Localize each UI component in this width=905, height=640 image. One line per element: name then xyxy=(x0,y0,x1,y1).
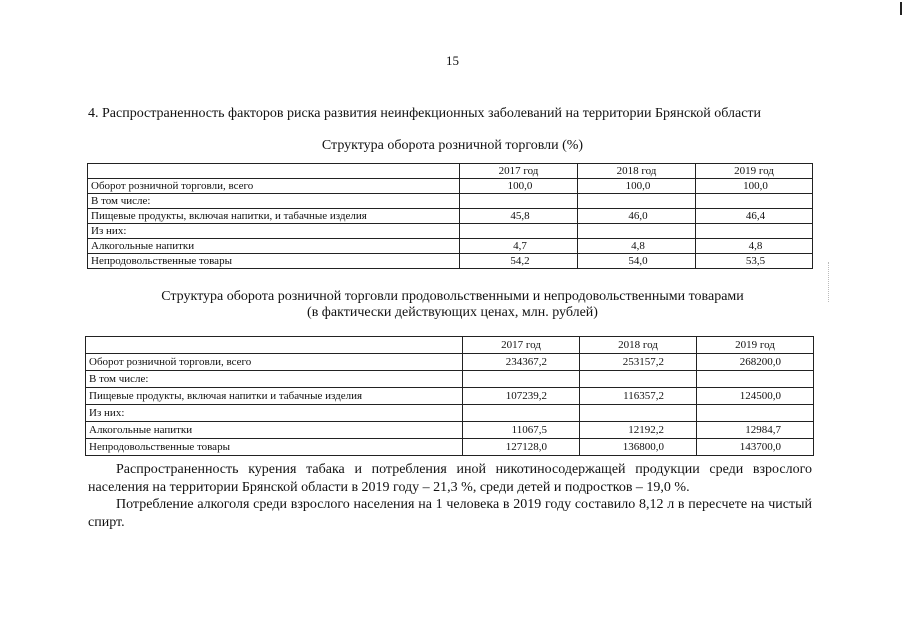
table-cell: Пищевые продукты, включая напитки и табачные изделия xyxy=(86,388,463,405)
table-cell xyxy=(463,371,580,388)
retail-structure-percent-table xyxy=(87,163,813,269)
table-row xyxy=(86,422,814,439)
table-cell: 253157,2 xyxy=(580,354,697,371)
table-cell: 107239,2 xyxy=(463,388,580,405)
table-cell: 234367,2 xyxy=(463,354,580,371)
table-cell: 12192,2 xyxy=(580,422,697,439)
table-header-cell xyxy=(88,164,460,179)
table-cell: 4,8 xyxy=(578,239,696,254)
table-cell: 268200,0 xyxy=(697,354,814,371)
table-header-cell: 2018 год xyxy=(580,337,697,354)
table-cell: В том числе: xyxy=(86,371,463,388)
table-cell xyxy=(696,194,813,209)
table-cell: Из них: xyxy=(88,224,460,239)
table-cell: Из них: xyxy=(86,405,463,422)
table-header-cell: 2017 год xyxy=(463,337,580,354)
table-cell xyxy=(578,224,696,239)
scan-edge-mark xyxy=(900,2,902,15)
table-cell xyxy=(580,371,697,388)
table-cell xyxy=(697,371,814,388)
section-heading: 4. Распространенность факторов риска развития неинфекционных заболеваний на территории Брянской области xyxy=(88,106,762,121)
table2-title xyxy=(0,289,905,321)
table-row xyxy=(86,439,814,456)
table-cell xyxy=(463,405,580,422)
table-row xyxy=(86,371,814,388)
table2-title-line1: Структура оборота розничной торговли продовольственными и непродовольственными товарами xyxy=(161,289,744,304)
table-row xyxy=(88,179,813,194)
table-cell: Алкогольные напитки xyxy=(86,422,463,439)
retail-structure-rubles-table xyxy=(85,336,814,456)
table-cell xyxy=(460,194,578,209)
table-cell: Непродовольственные товары xyxy=(86,439,463,456)
table-cell: Оборот розничной торговли, всего xyxy=(88,179,460,194)
table-header-cell: 2019 год xyxy=(697,337,814,354)
table-cell: Пищевые продукты, включая напитки, и табачные изделия xyxy=(88,209,460,224)
table-cell: 54,2 xyxy=(460,254,578,269)
page-number: 15 xyxy=(446,53,459,68)
table-cell: 54,0 xyxy=(578,254,696,269)
table-cell: 45,8 xyxy=(460,209,578,224)
paragraph-text: Потребление алкоголя среди взрослого населения на 1 человека в 2019 году составило 8,12 л в пересчете на чистый спирт. xyxy=(88,497,812,530)
table-cell xyxy=(460,224,578,239)
table1-title: Структура оборота розничной торговли (%) xyxy=(321,138,584,153)
table-cell: 46,4 xyxy=(696,209,813,224)
table-cell: В том числе: xyxy=(88,194,460,209)
table-cell: 4,8 xyxy=(696,239,813,254)
table-cell xyxy=(697,405,814,422)
table-cell: Непродовольственные товары xyxy=(88,254,460,269)
table-cell xyxy=(580,405,697,422)
table-cell: 116357,2 xyxy=(580,388,697,405)
table-header-cell: 2017 год xyxy=(460,164,578,179)
table-row xyxy=(88,239,813,254)
smoking-prevalence-paragraph xyxy=(88,461,812,497)
table-header-row xyxy=(88,164,813,179)
table-row xyxy=(86,405,814,422)
table-cell: 143700,0 xyxy=(697,439,814,456)
table-cell xyxy=(578,194,696,209)
table-cell: 11067,5 xyxy=(463,422,580,439)
table-header-cell xyxy=(86,337,463,354)
table-cell: 4,7 xyxy=(460,239,578,254)
table-cell: Алкогольные напитки xyxy=(88,239,460,254)
table-cell: 136800,0 xyxy=(580,439,697,456)
table2-title-line2: (в фактически действующих ценах, млн. рублей) xyxy=(307,305,598,320)
table-header-row xyxy=(86,337,814,354)
table-row xyxy=(88,209,813,224)
alcohol-consumption-paragraph xyxy=(88,496,812,532)
table-cell: 100,0 xyxy=(696,179,813,194)
table-cell: 127128,0 xyxy=(463,439,580,456)
table-cell: 53,5 xyxy=(696,254,813,269)
table-row xyxy=(86,354,814,371)
table-row xyxy=(86,388,814,405)
table-cell: 124500,0 xyxy=(697,388,814,405)
table-cell: 46,0 xyxy=(578,209,696,224)
table-cell: 12984,7 xyxy=(697,422,814,439)
table-cell: Оборот розничной торговли, всего xyxy=(86,354,463,371)
table-cell xyxy=(696,224,813,239)
table-cell: 100,0 xyxy=(460,179,578,194)
table-header-cell: 2018 год xyxy=(578,164,696,179)
scan-artifact xyxy=(828,262,831,302)
table-row xyxy=(88,194,813,209)
table-header-cell: 2019 год xyxy=(696,164,813,179)
table-cell: 100,0 xyxy=(578,179,696,194)
paragraph-text: Распространенность курения табака и потребления иной никотиносодержащей продукции среди взрослого населения на территории Брянской области в 2019 году – 21,3 %, среди детей и подростков – 19,0 %. xyxy=(88,462,812,495)
table-row xyxy=(88,254,813,269)
table-row xyxy=(88,224,813,239)
